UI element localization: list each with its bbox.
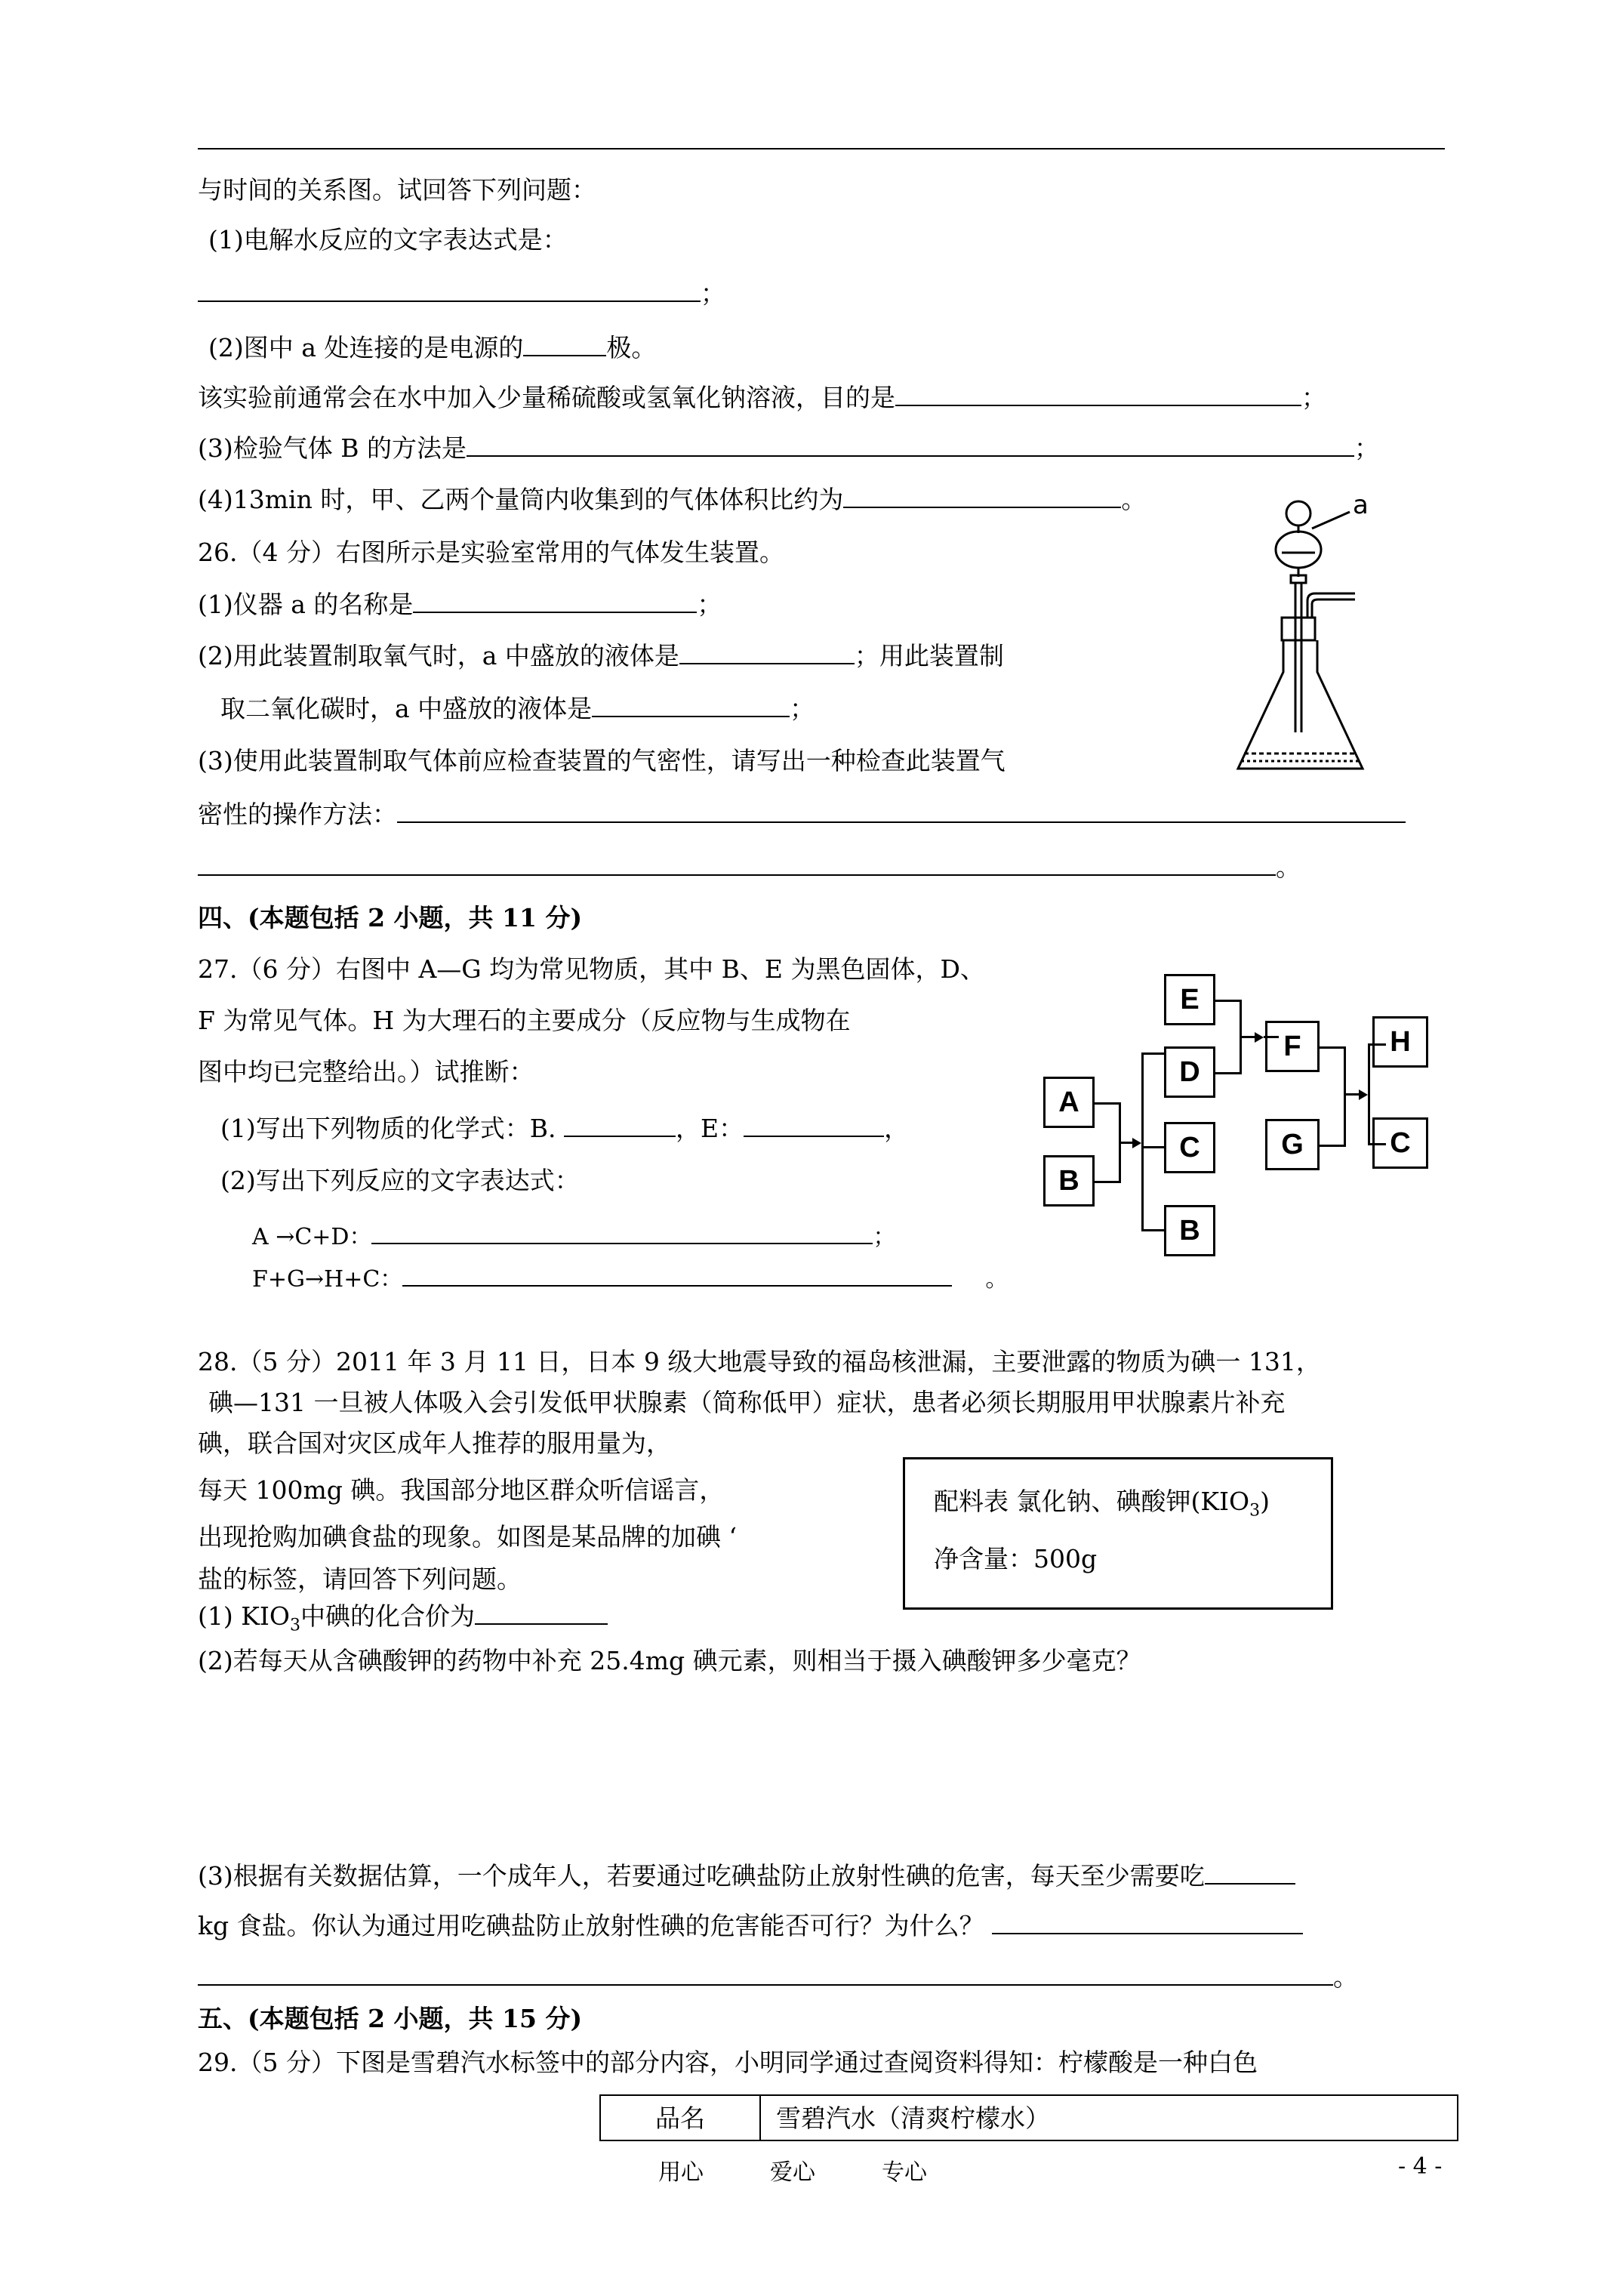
gas-generator-figure <box>1223 483 1419 793</box>
node-A: A <box>1043 1077 1095 1128</box>
footer-motto-3: 专心 <box>882 2159 927 2186</box>
node-B-product: B <box>1164 1205 1215 1256</box>
node-C-final: C <box>1372 1117 1428 1169</box>
q28-line4: 每天 100mg 碘。我国部分地区群众听信谣言， <box>198 1475 725 1505</box>
q27-line1: 27.（6 分）右图中 A—G 均为常见物质，其中 B、E 为黑色固体，D、 <box>198 954 985 984</box>
q25-part4-blank[interactable] <box>843 484 1121 508</box>
q28-part1: (1) $KIO_3$中碘的化合价为 <box>198 1601 608 1641</box>
q27-b-blank[interactable] <box>564 1113 676 1137</box>
q27-e-blank[interactable] <box>744 1113 884 1137</box>
section-5-heading: 五、(本题包括 2 小题，共 15 分) <box>198 2004 583 2033</box>
q26-part1: (1)仪器 a 的名称是 ； <box>198 590 722 619</box>
page-number: - 4 - <box>1398 2153 1443 2180</box>
q27-part2: (2)写出下列反应的文字表达式： <box>220 1166 580 1195</box>
footer-motto-1: 用心 <box>658 2159 704 2186</box>
q25-part2b: 该实验前通常会在水中加入少量稀硫酸或氢氧化钠溶液，目的是 ； <box>198 383 1326 412</box>
q27-part1: (1)写出下列物质的化学式：B. ，E： ， <box>220 1114 910 1143</box>
node-D: D <box>1164 1046 1215 1098</box>
q25-part4: (4)13min 时，甲、乙两个量筒内收集到的气体体积比约为 。 <box>198 485 1147 514</box>
q26-part3c: 。 <box>198 852 1301 883</box>
figure-label-a: a <box>1353 490 1369 520</box>
q28-part3a: (3)根据有关数据估算，一个成年人，若要通过吃碘盐防止放射性碘的危害，每天至少需要吃 <box>198 1860 1295 1891</box>
q28-part2: (2)若每天从含碘酸钾的药物中补充 25.4mg 碘元素，则相当于摄入碘酸钾多少毫克？ <box>198 1646 1141 1675</box>
q28-part3c-blank[interactable] <box>198 1962 1333 1986</box>
salt-label-net-weight: 净含量：500g <box>934 1544 1098 1573</box>
q26-part3a: (3)使用此装置制取气体前应检查装置的气密性，请写出一种检查此装置气 <box>198 746 1006 775</box>
node-B: B <box>1043 1155 1095 1207</box>
section-4-heading: 四、(本题包括 2 小题，共 11 分) <box>198 903 583 932</box>
q28-part1-blank[interactable] <box>475 1601 608 1625</box>
q28-line3: 碘，联合国对灾区成年人推荐的服用量为， <box>198 1428 671 1458</box>
q27-reaction1: A →C+D： ； <box>252 1220 895 1253</box>
q26-title: 26.（4 分）右图所示是实验室常用的气体发生装置。 <box>198 538 784 567</box>
q25-part2a-blank[interactable] <box>523 332 606 356</box>
q28-part3c: 。 <box>198 1962 1358 1992</box>
q27-reaction1-blank[interactable] <box>371 1220 873 1244</box>
q28-part3b: kg 食盐。你认为通过用吃碘盐防止放射性碘的危害能否可行？为什么？ <box>198 1910 1303 1941</box>
q27-reaction2: F+G→H+C： 。 <box>252 1262 1008 1295</box>
q25-part3-blank[interactable] <box>467 433 1354 457</box>
q25-part1-answer-line[interactable]: ； <box>198 278 725 309</box>
q28-line1: 28.（5 分）2011 年 3 月 11 日，日本 9 级大地震导致的福岛核泄漏，主要泄露的物质为碘一 131， <box>198 1347 1321 1376</box>
footer-motto-2: 爱心 <box>770 2159 815 2186</box>
q26-part1-blank[interactable] <box>413 589 697 613</box>
q25-part2a: (2)图中 a 处连接的是电源的 极。 <box>208 333 657 362</box>
q27-reaction2-blank[interactable] <box>402 1262 952 1287</box>
salt-label-box <box>903 1457 1333 1610</box>
sprite-label-table <box>599 2094 1458 2141</box>
table-value-cell: 雪碧汽水（清爽柠檬水） <box>776 2103 1050 2133</box>
node-F: F <box>1265 1021 1320 1072</box>
header-rule <box>198 148 1445 149</box>
q26-part3c-blank[interactable] <box>198 852 1276 876</box>
q26-part3b: 密性的操作方法： <box>198 799 1406 830</box>
node-E: E <box>1164 974 1215 1025</box>
q28-part3b-blank[interactable] <box>992 1910 1303 1934</box>
q26-part2b-blank[interactable] <box>592 693 790 717</box>
node-G: G <box>1265 1119 1320 1170</box>
q26-part3b-blank[interactable] <box>397 799 1406 823</box>
q25-intro: 与时间的关系图。试回答下列问题： <box>198 175 596 205</box>
q28-part3a-blank[interactable] <box>1205 1860 1295 1885</box>
q25-part2b-blank[interactable] <box>895 382 1301 406</box>
node-H: H <box>1372 1016 1428 1068</box>
q27-line3: 图中均已完整给出。）试推断： <box>198 1057 534 1086</box>
q27-line2: F 为常见气体。H 为大理石的主要成分（反应物与生成物在 <box>198 1006 851 1035</box>
q29-line1: 29.（5 分）下图是雪碧汽水标签中的部分内容，小明同学通过查阅资料得知：柠檬酸是一种白色 <box>198 2048 1258 2077</box>
table-header-cell: 品名 <box>655 2103 705 2133</box>
node-C-product: C <box>1164 1122 1215 1173</box>
q26-part2a-blank[interactable] <box>679 640 855 664</box>
q28-line5: 出现抢购加碘食盐的现象。如图是某品牌的加碘 ‘ <box>198 1522 737 1552</box>
q28-line2: 碘—131 一旦被人体吸入会引发低甲状腺素（简称低甲）症状，患者必须长期服用甲状腺素片补充 <box>208 1388 1286 1417</box>
q28-line6: 盐的标签，请回答下列问题。 <box>198 1564 522 1594</box>
q25-part1: (1)电解水反应的文字表达式是： <box>208 225 568 254</box>
q26-part2b: 取二氧化碳时，a 中盛放的液体是 ； <box>220 694 815 723</box>
q25-part3: (3)检验气体 B 的方法是 ； <box>198 433 1379 463</box>
salt-label-ingredients: 配料表 氯化钠、碘酸钾$(KIO_3)$ <box>934 1487 1270 1521</box>
q26-part2a: (2)用此装置制取氧气时，a 中盛放的液体是 ；用此装置制 <box>198 641 1004 670</box>
